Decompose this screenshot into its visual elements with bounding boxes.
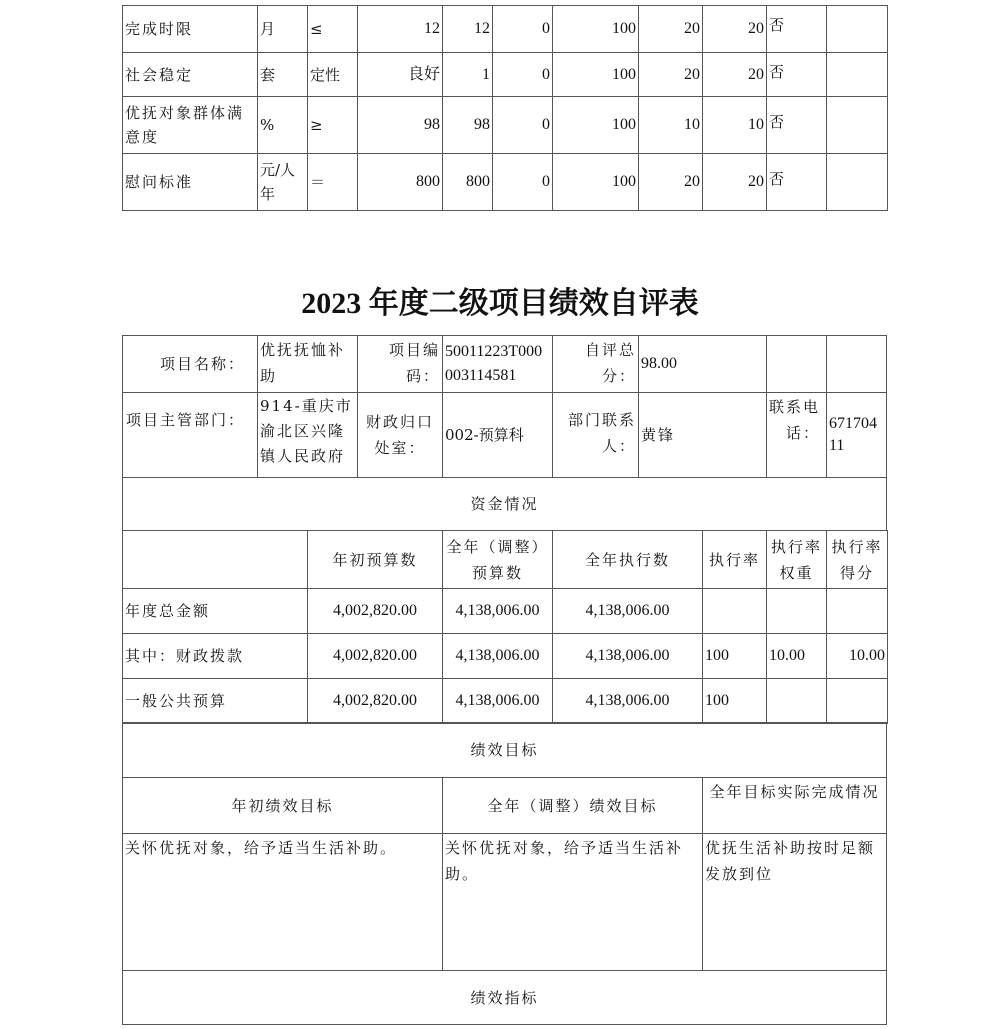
indicator-deviation: 0: [492, 5, 553, 53]
indicator-weight: 10: [638, 96, 703, 154]
goal-header-adjusted: 全年（调整）绩效目标: [442, 777, 703, 834]
funding-executed: 4,138,006.00: [552, 588, 703, 634]
indicator-weight: 20: [638, 153, 703, 211]
indicators-section-title: 绩效指标: [122, 970, 887, 1025]
goals-section-title: 绩效目标: [122, 722, 887, 778]
goal-header-actual: 全年目标实际完成情况: [702, 777, 887, 834]
finance-office-value: 002-预算科: [442, 392, 553, 478]
funding-header: 全年执行数: [552, 530, 703, 589]
funding-executed: 4,138,006.00: [552, 678, 703, 724]
indicator-unit: %: [257, 96, 308, 154]
goal-initial-value: 关怀优抚对象，给予适当生活补助。: [122, 833, 443, 971]
funding-label: 一般公共预算: [122, 678, 308, 724]
indicator-weight: 20: [638, 5, 703, 53]
indicator-flag: 否: [766, 96, 827, 154]
indicator-note: [826, 5, 888, 53]
funding-header: 执行率得分: [826, 530, 888, 589]
indicator-unit: 月: [257, 5, 308, 53]
dept-label: 项目主管部门：: [122, 392, 258, 478]
indicator-op: ＝: [307, 153, 358, 211]
indicator-name: 完成时限: [122, 5, 258, 53]
indicator-flag: 否: [766, 153, 827, 211]
project-name-label: 项目名称：: [122, 335, 258, 393]
funding-score: [826, 678, 888, 724]
funding-rate: [702, 588, 767, 634]
indicator-flag: 否: [766, 52, 827, 97]
indicator-rate: 100: [552, 5, 639, 53]
indicator-score: 10: [702, 96, 767, 154]
funding-adjusted: 4,138,006.00: [442, 678, 553, 724]
indicator-deviation: 0: [492, 153, 553, 211]
funding-rate: 100: [702, 633, 767, 679]
indicator-deviation: 0: [492, 52, 553, 97]
page-title: 2023 年度二级项目绩效自评表: [301, 287, 699, 320]
indicator-score: 20: [702, 52, 767, 97]
phone-label: 联系电话：: [766, 392, 827, 478]
indicator-weight: 20: [638, 52, 703, 97]
indicator-unit: 元/人年: [257, 153, 308, 211]
indicator-name: 优抚对象群体满意度: [122, 96, 258, 154]
funding-section-title: 资金情况: [122, 477, 887, 531]
funding-initial: 4,002,820.00: [307, 678, 443, 724]
indicator-flag: 否: [766, 5, 827, 53]
funding-label: 其中：财政拨款: [122, 633, 308, 679]
self-score-label: 自评总分：: [552, 335, 639, 393]
indicator-target: 800: [357, 153, 443, 211]
funding-adjusted: 4,138,006.00: [442, 588, 553, 634]
indicator-note: [826, 96, 888, 154]
goal-actual-value: 优抚生活补助按时足额发放到位: [702, 833, 887, 971]
goal-adjusted-value: 关怀优抚对象，给予适当生活补助。: [442, 833, 703, 971]
indicator-actual: 12: [442, 5, 493, 53]
finance-office-label: 财政归口处室：: [357, 392, 443, 478]
dept-value: 914-重庆市渝北区兴隆镇人民政府: [257, 392, 358, 478]
funding-header: 执行率权重: [766, 530, 827, 589]
indicator-target: 12: [357, 5, 443, 53]
funding-header: [122, 530, 308, 589]
phone-value: 67170411: [826, 392, 887, 478]
contact-value: 黄锋: [638, 392, 767, 478]
indicator-score: 20: [702, 5, 767, 53]
indicator-rate: 100: [552, 153, 639, 211]
project-name-value: 优抚抚恤补助: [257, 335, 358, 393]
funding-adjusted: 4,138,006.00: [442, 633, 553, 679]
funding-initial: 4,002,820.00: [307, 633, 443, 679]
indicator-actual: 800: [442, 153, 493, 211]
funding-weight: [766, 588, 827, 634]
funding-score: [826, 588, 888, 634]
funding-executed: 4,138,006.00: [552, 633, 703, 679]
funding-weight: [766, 678, 827, 724]
indicator-unit: 套: [257, 52, 308, 97]
funding-label: 年度总金额: [122, 588, 308, 634]
self-score-value: 98.00: [638, 335, 767, 393]
funding-score: 10.00: [826, 633, 888, 679]
empty-cell: [826, 335, 887, 393]
indicator-note: [826, 153, 888, 211]
indicator-deviation: 0: [492, 96, 553, 154]
funding-rate: 100: [702, 678, 767, 724]
indicator-score: 20: [702, 153, 767, 211]
indicator-note: [826, 52, 888, 97]
indicator-actual: 1: [442, 52, 493, 97]
indicator-rate: 100: [552, 96, 639, 154]
goal-header-initial: 年初绩效目标: [122, 777, 443, 834]
funding-header: 执行率: [702, 530, 767, 589]
indicator-op: ≥: [307, 96, 358, 154]
indicator-op: ≤: [307, 5, 358, 53]
funding-weight: 10.00: [766, 633, 827, 679]
funding-initial: 4,002,820.00: [307, 588, 443, 634]
funding-header: 年初预算数: [307, 530, 443, 589]
indicator-rate: 100: [552, 52, 639, 97]
indicator-actual: 98: [442, 96, 493, 154]
contact-label: 部门联系人：: [552, 392, 639, 478]
empty-cell: [766, 335, 827, 393]
indicator-op: 定性: [307, 52, 358, 97]
indicator-name: 社会稳定: [122, 52, 258, 97]
indicator-name: 慰问标准: [122, 153, 258, 211]
project-code-label: 项目编码：: [357, 335, 443, 393]
indicator-target: 98: [357, 96, 443, 154]
indicator-target: 良好: [357, 52, 443, 97]
funding-header: 全年（调整）预算数: [442, 530, 553, 589]
project-code-value: 50011223T000003114581: [442, 335, 553, 393]
